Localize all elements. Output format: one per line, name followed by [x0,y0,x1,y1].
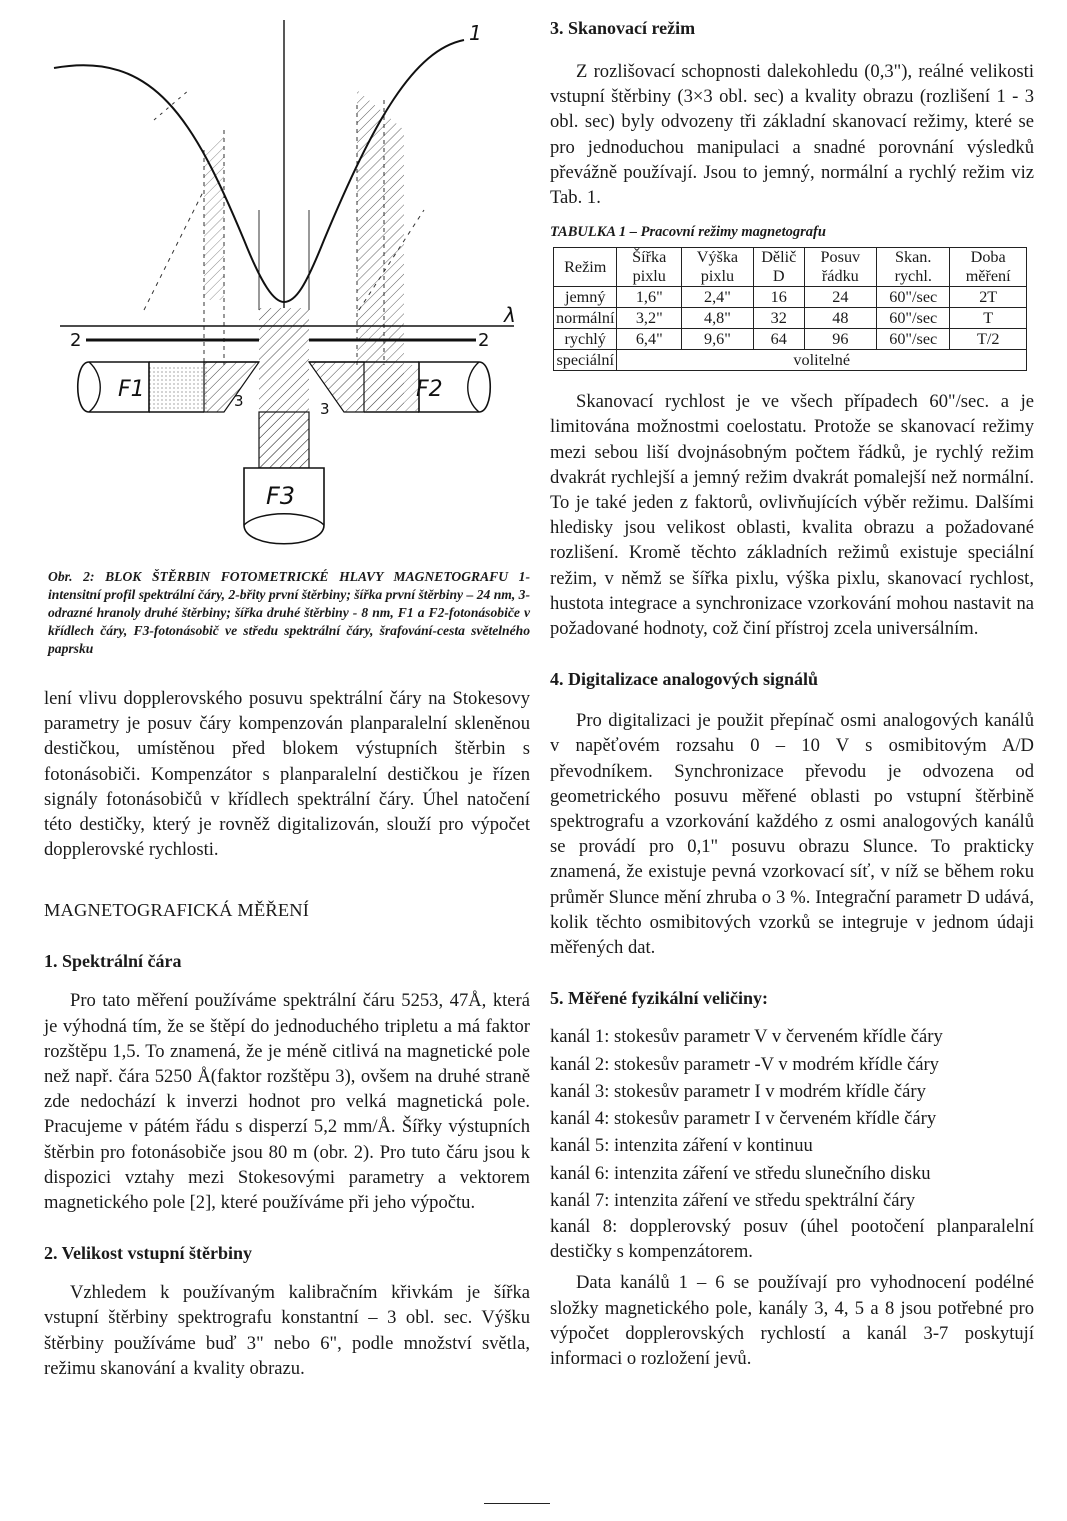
hatch-right-box [359,365,419,411]
table-row [554,308,1027,329]
table-cell: 24 [804,287,876,308]
table-header: Posuv řádku [804,248,876,287]
label-f2: F2 [416,377,443,402]
heading-scan-mode: 3. Skanovací režim [550,18,696,38]
slit-block-diagram [44,10,530,568]
dots-left [147,365,207,411]
list-item: kanál 3: stokesův parametr I v modrém křídle čáry [550,1080,926,1102]
table-header: Šířka pixlu [617,248,682,287]
heading-digitization: 4. Digitalizace analogových signálů [550,669,819,690]
label-prism-right: 3 [320,400,330,418]
table-row [554,287,1027,308]
table-cell: speciální [554,350,617,371]
list-item: kanál 6: intenzita záření ve středu slunečního disku [550,1162,931,1184]
prism-left [204,362,259,412]
para-spectral-line: Pro tato měření používáme spektrální čáru 5253, 47Å, která je výhodná tím, že se štěpí do jednoduchého tripletu a má faktor rozštěpu 1,5. To znamená, že je méně citlivá na magnetické pole než např. čára 5250 Å(faktor rozštěpu 3), ovšem na druhé straně zde nedochází k inverzi hodnot pro velká magnetická pole. Pracujeme v pátém řádu s disperzí 5,2 mm/Å. Šířky výstupních štěrbin pro fotonásobiče jsou 80 m (obr. 2). Pro tuto čáru jsou k dispozici vztahy mezi Stokesovými parametry a vektorem magnetického pole [2], které používáme při jeho výpočtu. [44,990,530,1214]
table-cell: 6,4" [617,329,682,350]
table-cell: 4,8" [682,308,754,329]
table-row [554,350,1027,371]
table-cell: normální [554,308,617,329]
table-header: Doba měření [950,248,1027,287]
label-slit-left: 2 [70,330,82,351]
label-f1: F1 [118,377,145,402]
table-header: Skan. rychl. [877,248,950,287]
para-slit-size: Vzhledem k používaným kalibračním křivkám je šířka vstupní štěrbiny spektrografu konstantní – 3 obl. sec. Výšku štěrbiny používáme buď 3" nebo 6", podle množství světla, režimu skanování a kvality obrazu. [44,1282,530,1379]
heading-measured-quantities: 5. Měřené fyzikální veličiny: [550,988,768,1009]
list-item: kanál 8: dopplerovský posuv (úhel pootočení planparalelní destičky s kompenzátorem. [550,1216,1034,1263]
table-header: Dělič D [753,248,804,287]
table-caption: TABULKA 1 – Pracovní režimy magnetografu [550,224,826,241]
table-cell: 60"/sec [877,308,950,329]
page-divider [484,1503,550,1504]
table-cell: 9,6" [682,329,754,350]
right-column [550,18,1034,1371]
table-cell: 32 [753,308,804,329]
para-continued: lení vlivu dopplerovského posuvu spektrální čáry na Stokesovy parametry je posuv čáry kompenzován planparalelní skleněnou destičkou, umístěnou před blokem výstupních štěrbin s fotonásobiči. Kompenzátor s planparalelní destičkou je řízen signály fotonásobičů v křídlech spektrální čáry. Úhel natočení této destičky, který je rovněž digitalizován, slouží pro výpočet dopplerovské rychlosti. [44,688,530,861]
channel-list [550,1023,1034,1264]
para-scan-speed: Skanovací rychlost je ve všech případech 60"/sec. a je limitována možnostmi coelostatu. Protože se skanovací režimy mezi sebou liší dvojnásobným počtem řádků, je rychlý režim dvakrát rychlejší a jemný režim dvakrát pomalejší než normální. To je také jeden z faktorů, ovlivňujících výběr režimu. Dalšími hledisky jsou velikost oblasti, kvalita obrazu a požadované rozlišení. Kromě těchto základních režimů existuje speciální režim, v němž se šířka pixlu, výška pixlu, skanovací rychlost, hustota integrace a synchronizace vzorkování mohou nastavit na požadované hodnoty, což činí přístroj zcela universálním. [550,391,1034,640]
heading-slit-size: 2. Velikost vstupní štěrbiny [44,1243,253,1264]
table-cell: T/2 [950,329,1027,350]
label-curve: 1 [469,21,482,45]
heading-spectral-line: 1. Spektrální čára [44,951,182,972]
para-scan-mode: Z rozlišovací schopnosti dalekohledu (0,3"), reálné velikosti vstupní štěrbiny (3×3 obl. sec) a kvality obrazu (rozlišení 1 - 3 obl. sec) byly odvozeny tři základní skanovací režimy, které se pro jednoduchou manipulaci a snadné porovnání výsledků převážně používají. Jsou to jemný, normální a rychlý režim viz Tab. 1. [550,61,1034,209]
table-cell: 2T [950,287,1027,308]
label-prism-left: 3 [234,392,244,410]
left-column [44,10,530,1381]
table-header: Režim [554,248,617,287]
label-slit-right: 2 [478,330,490,351]
para-data-usage: Data kanálů 1 – 6 se používají pro vyhodnocení podélné složky magnetického pole, kanály 3, 4, 5 a 8 jsou potřebné pro výpočet dopplerovských rychlostí a kanál 3-7 poskytují informaci o rozložení jevů. [550,1272,1034,1369]
list-item: kanál 5: intenzita záření v kontinuu [550,1135,813,1157]
section-title: MAGNETOGRAFICKÁ MĚŘENÍ [44,900,310,921]
table-cell: 2,4" [682,287,754,308]
table-row [554,329,1027,350]
table-cell: 48 [804,308,876,329]
table-cell: 60"/sec [877,329,950,350]
modes-table [553,247,1027,371]
table-cell: 3,2" [617,308,682,329]
table-cell: T [950,308,1027,329]
figure-slit-block [44,10,530,568]
table-cell: 16 [753,287,804,308]
label-f3: F3 [266,482,296,510]
table-cell: volitelné [617,350,1027,371]
list-item: kanál 7: intenzita záření ve středu spektrální čáry [550,1190,916,1212]
table-cell: 64 [753,329,804,350]
table-cell: 1,6" [617,287,682,308]
list-item: kanál 1: stokesův parametr V v červeném křídle čáry [550,1026,943,1048]
table-cell: jemný [554,287,617,308]
figure-caption: Obr. 2: BLOK ŠTĚRBIN FOTOMETRICKÉ HLAVY MAGNETOGRAFU 1-intensitní profil spektrální čáry, 2-břity první štěrbiny; šířka první štěrbiny – 24 nm, 3-odrazné hranoly druhé štěrbiny; šířka druhé štěrbiny - 8 nm, F1 a F2-fotonásobiče v křídlech čáry, F3-fotonásobič ve středu spektrální čáry, šrafování-cesta světelného paprsku [48,569,530,656]
para-digitization: Pro digitalizaci je použit přepínač osmi analogových kanálů v napěťovém rozsahu 0 – 10 V s osmibitovým A/D převodníkem. Synchronizace převodu je odvozena od geometrického posuvu měřené oblasti po vstupní štěrbině spektrografu a vzorkování každého z osmi analogových kanálů se provádí pro 0,1" posuvu obrazu Slunce. To prakticky znamená, že existuje pevná vzorkovací síť, v níž se během roku průměr Slunce mění zhruba o 3 %. Integrační parametr D udává, kolik těchto osmibitových vzorků se integruje v jednom údaji měřených dat. [550,710,1034,959]
list-item: kanál 4: stokesův parametr I v červeném křídle čáry [550,1108,937,1130]
table-cell: 96 [804,329,876,350]
table-cell: 60"/sec [877,287,950,308]
table-header-row [554,248,1027,287]
list-item: kanál 2: stokesův parametr -V v modrém křídle čáry [550,1053,939,1075]
table-header: Výška pixlu [682,248,754,287]
label-lambda: λ [504,303,516,327]
prism-right [309,362,364,412]
table-cell: rychlý [554,329,617,350]
